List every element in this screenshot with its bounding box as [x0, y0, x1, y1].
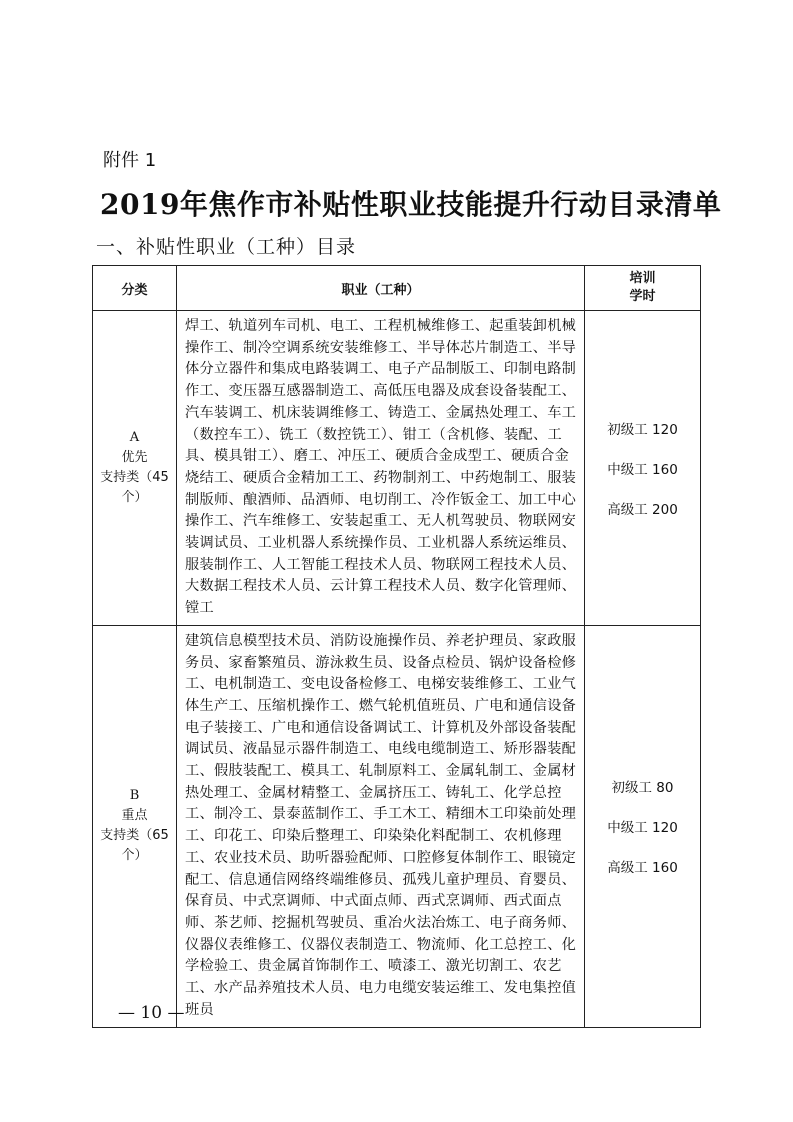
- category-cell: [93, 625, 177, 1027]
- page-number: — 10 —: [118, 1003, 185, 1023]
- table-header-row: [93, 266, 701, 311]
- category-name: 重点: [121, 808, 148, 824]
- hours-intermediate: 中级工 160: [607, 461, 678, 478]
- hours-junior: 初级工 120: [607, 421, 678, 438]
- table-row: [93, 625, 701, 1027]
- hours-senior: 高级工 200: [607, 501, 678, 518]
- table-row: [93, 311, 701, 626]
- hours-senior: 高级工 160: [607, 860, 678, 877]
- category-name: 优先: [121, 449, 148, 465]
- occupation-table: [92, 265, 701, 1028]
- hours-intermediate: 中级工 120: [607, 820, 678, 837]
- section-heading: 一、补贴性职业（工种）目录: [96, 236, 357, 258]
- occupation-list: 建筑信息模型技术员、消防设施操作员、养老护理员、家政服务员、家畜繁殖员、游泳救生员、设备点检员、锅炉设备检修工、电机制造工、变电设备检修工、电梯安装维修工、工业气体生产工、压缩机操作工、燃气轮机值班员、广电和通信设备电子装接工、广电和通信设备调试工、计算机及外部设备装配调试员、液晶显示器件制造工、电线电缆制造工、矫形器装配工、假肢装配工、模具工、轧制原料工、金属轧制工、金属材热处理工、金属材精整工、金属挤压工、铸轧工、化学总控工、制冷工、景泰蓝制作工、手工木工、精细木工印染前处理工、印花工、印染后整理工、印染染化料配制工、农机修理工、农业技术员、助听器验配师、口腔修复体制作工、眼镜定配工、信息通信网络终端维修员、孤残儿童护理员、育婴员、保育员、中式烹调师、中式面点师、西式烹调师、西式面点师、茶艺师、挖掘机驾驶员、重冶火法冶炼工、电子商务师、仪器仪表维修工、仪器仪表制造工、物流师、化工总控工、化学检验工、贵金属首饰制作工、喷漆工、激光切割工、农艺工、水产品养殖技术人员、电力电缆安装运维工、发电集控值班员: [177, 625, 585, 1027]
- category-letter: A: [129, 429, 140, 445]
- page-title: 2019年焦作市补贴性职业技能提升行动目录清单: [100, 188, 722, 221]
- header-occupation: 职业（工种）: [177, 266, 585, 311]
- hours-junior: 初级工 80: [611, 780, 674, 797]
- category-letter: B: [129, 788, 140, 804]
- occupation-list: 焊工、轨道列车司机、电工、工程机械维修工、起重装卸机械操作工、制冷空调系统安装维修工、半导体芯片制造工、半导体分立器件和集成电路装调工、电子产品制版工、印制电路制作工、变压器互感器制造工、高低压电器及成套设备装配工、汽车装调工、机床装调维修工、铸造工、金属热处理工、车工（数控车工）、铣工（数控铣工）、钳工（含机修、装配、工具、模具钳工）、磨工、冲压工、硬质合金成型工、硬质合金烧结工、硬质合金精加工工、药物制剂工、中药炮制工、服装制版师、酿酒师、品酒师、电切削工、冷作钣金工、加工中心操作工、汽车维修工、安装起重工、无人机驾驶员、物联网安装调试员、工业机器人系统操作员、工业机器人系统运维员、服装制作工、人工智能工程技术人员、物联网工程技术人员、大数据工程技术人员、云计算工程技术人员、数字化管理师、镗工: [177, 311, 585, 626]
- category-count: 支持类（45个）: [100, 469, 169, 505]
- header-category: 分类: [93, 266, 177, 311]
- category-count: 支持类（65个）: [100, 828, 169, 864]
- training-hours-cell: [585, 311, 701, 626]
- attachment-label: 附件 1: [103, 150, 157, 171]
- header-training-hours-text: 培训 学时: [629, 271, 656, 304]
- header-training-hours: [585, 266, 701, 311]
- category-cell: [93, 311, 177, 626]
- training-hours-cell: [585, 625, 701, 1027]
